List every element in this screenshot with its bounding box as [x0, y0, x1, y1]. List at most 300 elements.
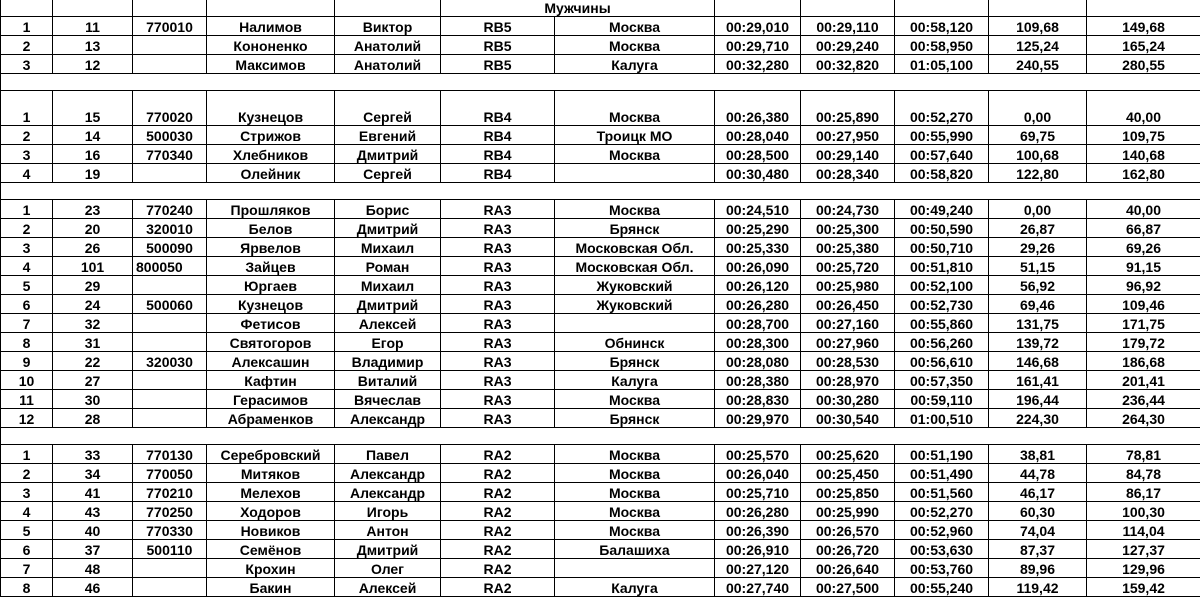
run2-time-cell: 00:26,720 [801, 540, 895, 559]
run1-time-cell: 00:28,830 [715, 390, 801, 409]
bib-number-cell: 28 [53, 409, 133, 428]
bib-number-cell: 19 [53, 164, 133, 183]
bib-number-cell: 37 [53, 540, 133, 559]
table-row [1, 219, 1200, 238]
run1-time-cell: 00:29,970 [715, 409, 801, 428]
bib-number-cell: 41 [53, 483, 133, 502]
run2-time-cell: 00:25,300 [801, 219, 895, 238]
total-points-cell: 96,92 [1087, 276, 1200, 295]
license-code-cell: 770020 [133, 91, 207, 126]
license-code-cell: 500090 [133, 238, 207, 257]
first-name-cell: Виктор [335, 17, 441, 36]
last-name-cell: Кафтин [207, 371, 335, 390]
run2-time-cell: 00:32,820 [801, 55, 895, 74]
total-points-cell: 186,68 [1087, 352, 1200, 371]
place-cell: 5 [1, 276, 53, 295]
run1-time-cell: 00:26,090 [715, 257, 801, 276]
city-cell: Калуга [555, 371, 715, 390]
city-cell: Троицк МО [555, 126, 715, 145]
class-cell: RA3 [441, 390, 555, 409]
first-name-cell: Владимир [335, 352, 441, 371]
total-time-cell: 00:51,810 [895, 257, 989, 276]
table-row [1, 164, 1200, 183]
license-code-cell [133, 371, 207, 390]
last-name-cell: Митяков [207, 464, 335, 483]
run2-time-cell: 00:25,850 [801, 483, 895, 502]
run1-time-cell: 00:26,280 [715, 502, 801, 521]
class-cell: RA2 [441, 540, 555, 559]
group-separator [1, 428, 1200, 445]
bib-number-cell: 27 [53, 371, 133, 390]
city-cell: Обнинск [555, 333, 715, 352]
city-cell: Москва [555, 17, 715, 36]
class-cell: RA3 [441, 333, 555, 352]
table-row [1, 352, 1200, 371]
bib-number-cell: 15 [53, 91, 133, 126]
first-name-cell: Михаил [335, 238, 441, 257]
class-cell: RA3 [441, 276, 555, 295]
run2-time-cell: 00:27,950 [801, 126, 895, 145]
points-cell: 60,30 [989, 502, 1087, 521]
place-cell: 8 [1, 578, 53, 597]
run1-time-cell: 00:28,080 [715, 352, 801, 371]
license-code-cell: 770330 [133, 521, 207, 540]
points-cell: 74,04 [989, 521, 1087, 540]
bib-number-cell: 23 [53, 200, 133, 219]
points-cell: 26,87 [989, 219, 1087, 238]
table-row [1, 483, 1200, 502]
last-name-cell: Новиков [207, 521, 335, 540]
license-code-cell: 770240 [133, 200, 207, 219]
table-row [1, 371, 1200, 390]
license-code-cell [133, 390, 207, 409]
license-code-cell: 770050 [133, 464, 207, 483]
total-time-cell: 00:56,260 [895, 333, 989, 352]
total-points-cell: 40,00 [1087, 91, 1200, 126]
table-row [1, 295, 1200, 314]
last-name-cell: Семёнов [207, 540, 335, 559]
total-time-cell: 00:52,960 [895, 521, 989, 540]
total-time-cell: 00:55,990 [895, 126, 989, 145]
first-name-cell: Михаил [335, 276, 441, 295]
run2-time-cell: 00:25,450 [801, 464, 895, 483]
table-row [1, 540, 1200, 559]
total-time-cell: 00:52,100 [895, 276, 989, 295]
points-cell: 0,00 [989, 91, 1087, 126]
last-name-cell: Мелехов [207, 483, 335, 502]
city-cell: Москва [555, 445, 715, 464]
class-cell: RA2 [441, 578, 555, 597]
total-points-cell: 179,72 [1087, 333, 1200, 352]
table-row [1, 578, 1200, 597]
class-cell: RA3 [441, 219, 555, 238]
run2-time-cell: 00:25,380 [801, 238, 895, 257]
total-points-cell: 280,55 [1087, 55, 1200, 74]
points-cell: 109,68 [989, 17, 1087, 36]
run1-time-cell: 00:24,510 [715, 200, 801, 219]
license-code-cell [133, 276, 207, 295]
run2-time-cell: 00:27,960 [801, 333, 895, 352]
city-cell: Москва [555, 91, 715, 126]
run1-time-cell: 00:25,330 [715, 238, 801, 257]
last-name-cell: Фетисов [207, 314, 335, 333]
table-row [1, 314, 1200, 333]
license-code-cell [133, 314, 207, 333]
run2-time-cell: 00:25,890 [801, 91, 895, 126]
class-cell: RA2 [441, 483, 555, 502]
total-points-cell: 264,30 [1087, 409, 1200, 428]
points-cell: 87,37 [989, 540, 1087, 559]
first-name-cell: Сергей [335, 164, 441, 183]
first-name-cell: Дмитрий [335, 540, 441, 559]
place-cell: 6 [1, 295, 53, 314]
place-cell: 3 [1, 483, 53, 502]
total-points-cell: 165,24 [1087, 36, 1200, 55]
points-cell: 29,26 [989, 238, 1087, 257]
first-name-cell: Анатолий [335, 36, 441, 55]
class-cell: RA3 [441, 371, 555, 390]
last-name-cell: Крохин [207, 559, 335, 578]
place-cell: 2 [1, 219, 53, 238]
run1-time-cell: 00:26,040 [715, 464, 801, 483]
points-cell: 69,46 [989, 295, 1087, 314]
first-name-cell: Дмитрий [335, 145, 441, 164]
license-code-cell [133, 55, 207, 74]
bib-number-cell: 101 [53, 257, 133, 276]
last-name-cell: Прошляков [207, 200, 335, 219]
first-name-cell: Борис [335, 200, 441, 219]
total-time-cell: 00:55,860 [895, 314, 989, 333]
total-points-cell: 69,26 [1087, 238, 1200, 257]
total-time-cell: 00:59,110 [895, 390, 989, 409]
bib-number-cell: 40 [53, 521, 133, 540]
license-code-cell: 500060 [133, 295, 207, 314]
points-cell: 100,68 [989, 145, 1087, 164]
bib-number-cell: 12 [53, 55, 133, 74]
first-name-cell: Алексей [335, 314, 441, 333]
table-row [1, 390, 1200, 409]
run1-time-cell: 00:28,500 [715, 145, 801, 164]
total-time-cell: 00:50,590 [895, 219, 989, 238]
run2-time-cell: 00:29,240 [801, 36, 895, 55]
license-code-cell: 770250 [133, 502, 207, 521]
total-time-cell: 00:52,730 [895, 295, 989, 314]
city-cell: Московская Обл. [555, 238, 715, 257]
license-code-cell: 770010 [133, 17, 207, 36]
class-cell: RA2 [441, 464, 555, 483]
city-cell: Москва [555, 390, 715, 409]
total-points-cell: 78,81 [1087, 445, 1200, 464]
last-name-cell: Святогоров [207, 333, 335, 352]
license-code-cell: 500110 [133, 540, 207, 559]
city-cell: Москва [555, 483, 715, 502]
place-cell: 3 [1, 238, 53, 257]
class-cell: RA2 [441, 521, 555, 540]
bib-number-cell: 13 [53, 36, 133, 55]
run1-time-cell: 00:26,120 [715, 276, 801, 295]
class-cell: RB4 [441, 126, 555, 145]
last-name-cell: Олейник [207, 164, 335, 183]
city-cell [555, 164, 715, 183]
place-cell: 7 [1, 314, 53, 333]
first-name-cell: Антон [335, 521, 441, 540]
bib-number-cell: 34 [53, 464, 133, 483]
run1-time-cell: 00:28,040 [715, 126, 801, 145]
table-row [1, 559, 1200, 578]
class-cell: RA3 [441, 238, 555, 257]
class-cell: RA3 [441, 257, 555, 276]
last-name-cell: Стрижов [207, 126, 335, 145]
points-cell: 139,72 [989, 333, 1087, 352]
points-cell: 38,81 [989, 445, 1087, 464]
first-name-cell: Дмитрий [335, 295, 441, 314]
bib-number-cell: 14 [53, 126, 133, 145]
last-name-cell: Кузнецов [207, 91, 335, 126]
city-cell: Москва [555, 200, 715, 219]
class-cell: RB5 [441, 55, 555, 74]
last-name-cell: Алексашин [207, 352, 335, 371]
run2-time-cell: 00:28,340 [801, 164, 895, 183]
place-cell: 1 [1, 17, 53, 36]
city-cell: Калуга [555, 578, 715, 597]
total-points-cell: 100,30 [1087, 502, 1200, 521]
place-cell: 2 [1, 36, 53, 55]
run2-time-cell: 00:29,140 [801, 145, 895, 164]
run2-time-cell: 00:30,280 [801, 390, 895, 409]
total-time-cell: 00:50,710 [895, 238, 989, 257]
total-points-cell: 109,46 [1087, 295, 1200, 314]
class-cell: RB5 [441, 17, 555, 36]
points-cell: 240,55 [989, 55, 1087, 74]
total-time-cell: 00:52,270 [895, 91, 989, 126]
last-name-cell: Максимов [207, 55, 335, 74]
total-points-cell: 236,44 [1087, 390, 1200, 409]
section-title: Мужчины [441, 0, 715, 17]
bib-number-cell: 29 [53, 276, 133, 295]
license-code-cell: 320030 [133, 352, 207, 371]
place-cell: 1 [1, 91, 53, 126]
total-points-cell: 109,75 [1087, 126, 1200, 145]
license-code-cell [133, 164, 207, 183]
class-cell: RA2 [441, 445, 555, 464]
group-separator [1, 74, 1200, 91]
table-row [1, 276, 1200, 295]
place-cell: 3 [1, 55, 53, 74]
class-cell: RA3 [441, 295, 555, 314]
run2-time-cell: 00:30,540 [801, 409, 895, 428]
class-cell: RA3 [441, 200, 555, 219]
bib-number-cell: 24 [53, 295, 133, 314]
bib-number-cell: 11 [53, 17, 133, 36]
total-time-cell: 00:52,270 [895, 502, 989, 521]
bib-number-cell: 31 [53, 333, 133, 352]
license-code-cell: 770130 [133, 445, 207, 464]
first-name-cell: Александр [335, 409, 441, 428]
total-points-cell: 162,80 [1087, 164, 1200, 183]
run1-time-cell: 00:26,390 [715, 521, 801, 540]
table-row [1, 145, 1200, 164]
points-cell: 51,15 [989, 257, 1087, 276]
city-cell: Москва [555, 502, 715, 521]
class-cell: RA2 [441, 502, 555, 521]
total-points-cell: 201,41 [1087, 371, 1200, 390]
total-time-cell: 00:51,190 [895, 445, 989, 464]
total-points-cell: 127,37 [1087, 540, 1200, 559]
first-name-cell: Дмитрий [335, 219, 441, 238]
bib-number-cell: 32 [53, 314, 133, 333]
class-cell: RB4 [441, 145, 555, 164]
class-cell: RB4 [441, 91, 555, 126]
license-code-cell [133, 578, 207, 597]
table-row [1, 521, 1200, 540]
license-code-cell: 800050 [133, 257, 207, 276]
last-name-cell: Юргаев [207, 276, 335, 295]
table-row [1, 333, 1200, 352]
run2-time-cell: 00:25,620 [801, 445, 895, 464]
table-row [1, 445, 1200, 464]
last-name-cell: Кузнецов [207, 295, 335, 314]
place-cell: 11 [1, 390, 53, 409]
place-cell: 8 [1, 333, 53, 352]
table-row [1, 126, 1200, 145]
points-cell: 161,41 [989, 371, 1087, 390]
first-name-cell: Роман [335, 257, 441, 276]
total-points-cell: 66,87 [1087, 219, 1200, 238]
first-name-cell: Игорь [335, 502, 441, 521]
license-code-cell: 320010 [133, 219, 207, 238]
city-cell [555, 559, 715, 578]
total-points-cell: 86,17 [1087, 483, 1200, 502]
total-points-cell: 114,04 [1087, 521, 1200, 540]
last-name-cell: Налимов [207, 17, 335, 36]
run2-time-cell: 00:25,980 [801, 276, 895, 295]
last-name-cell: Ходоров [207, 502, 335, 521]
total-time-cell: 00:51,490 [895, 464, 989, 483]
run2-time-cell: 00:29,110 [801, 17, 895, 36]
city-cell: Балашиха [555, 540, 715, 559]
first-name-cell: Александр [335, 464, 441, 483]
bib-number-cell: 33 [53, 445, 133, 464]
class-cell: RA3 [441, 314, 555, 333]
last-name-cell: Серебровский [207, 445, 335, 464]
city-cell: Москва [555, 36, 715, 55]
run1-time-cell: 00:25,710 [715, 483, 801, 502]
run2-time-cell: 00:25,990 [801, 502, 895, 521]
total-time-cell: 00:53,760 [895, 559, 989, 578]
run2-time-cell: 00:28,970 [801, 371, 895, 390]
run1-time-cell: 00:29,710 [715, 36, 801, 55]
table-row [1, 409, 1200, 428]
place-cell: 4 [1, 257, 53, 276]
run2-time-cell: 00:27,500 [801, 578, 895, 597]
points-cell: 125,24 [989, 36, 1087, 55]
place-cell: 1 [1, 445, 53, 464]
first-name-cell: Анатолий [335, 55, 441, 74]
run1-time-cell: 00:29,010 [715, 17, 801, 36]
city-cell: Московская Обл. [555, 257, 715, 276]
bib-number-cell: 30 [53, 390, 133, 409]
table-row [1, 200, 1200, 219]
total-time-cell: 00:58,950 [895, 36, 989, 55]
place-cell: 5 [1, 521, 53, 540]
total-time-cell: 00:56,610 [895, 352, 989, 371]
first-name-cell: Вячеслав [335, 390, 441, 409]
city-cell: Брянск [555, 352, 715, 371]
run2-time-cell: 00:24,730 [801, 200, 895, 219]
first-name-cell: Егор [335, 333, 441, 352]
city-cell: Москва [555, 464, 715, 483]
points-cell: 146,68 [989, 352, 1087, 371]
bib-number-cell: 26 [53, 238, 133, 257]
last-name-cell: Кононенко [207, 36, 335, 55]
license-code-cell [133, 559, 207, 578]
table-row [1, 502, 1200, 521]
total-time-cell: 00:55,240 [895, 578, 989, 597]
city-cell: Москва [555, 521, 715, 540]
first-name-cell: Олег [335, 559, 441, 578]
title-row [1, 0, 1200, 17]
run1-time-cell: 00:27,120 [715, 559, 801, 578]
place-cell: 9 [1, 352, 53, 371]
license-code-cell [133, 409, 207, 428]
run2-time-cell: 00:26,450 [801, 295, 895, 314]
place-cell: 10 [1, 371, 53, 390]
table-row [1, 238, 1200, 257]
points-cell: 89,96 [989, 559, 1087, 578]
run1-time-cell: 00:30,480 [715, 164, 801, 183]
total-points-cell: 129,96 [1087, 559, 1200, 578]
total-points-cell: 140,68 [1087, 145, 1200, 164]
total-time-cell: 00:49,240 [895, 200, 989, 219]
total-time-cell: 00:53,630 [895, 540, 989, 559]
license-code-cell: 770340 [133, 145, 207, 164]
city-cell [555, 314, 715, 333]
license-code-cell [133, 36, 207, 55]
class-cell: RB5 [441, 36, 555, 55]
bib-number-cell: 22 [53, 352, 133, 371]
bib-number-cell: 48 [53, 559, 133, 578]
points-cell: 122,80 [989, 164, 1087, 183]
run2-time-cell: 00:26,570 [801, 521, 895, 540]
last-name-cell: Абраменков [207, 409, 335, 428]
table-row [1, 55, 1200, 74]
run2-time-cell: 00:26,640 [801, 559, 895, 578]
first-name-cell: Виталий [335, 371, 441, 390]
table-row [1, 464, 1200, 483]
run1-time-cell: 00:32,280 [715, 55, 801, 74]
place-cell: 7 [1, 559, 53, 578]
last-name-cell: Зайцев [207, 257, 335, 276]
bib-number-cell: 16 [53, 145, 133, 164]
points-cell: 46,17 [989, 483, 1087, 502]
table-row [1, 257, 1200, 276]
license-code-cell: 500030 [133, 126, 207, 145]
last-name-cell: Герасимов [207, 390, 335, 409]
city-cell: Жуковский [555, 276, 715, 295]
table-row [1, 17, 1200, 36]
total-time-cell: 00:51,560 [895, 483, 989, 502]
last-name-cell: Хлебников [207, 145, 335, 164]
run1-time-cell: 00:25,290 [715, 219, 801, 238]
points-cell: 131,75 [989, 314, 1087, 333]
total-points-cell: 171,75 [1087, 314, 1200, 333]
place-cell: 3 [1, 145, 53, 164]
first-name-cell: Александр [335, 483, 441, 502]
bib-number-cell: 20 [53, 219, 133, 238]
run1-time-cell: 00:27,740 [715, 578, 801, 597]
class-cell: RA2 [441, 559, 555, 578]
last-name-cell: Ярвелов [207, 238, 335, 257]
